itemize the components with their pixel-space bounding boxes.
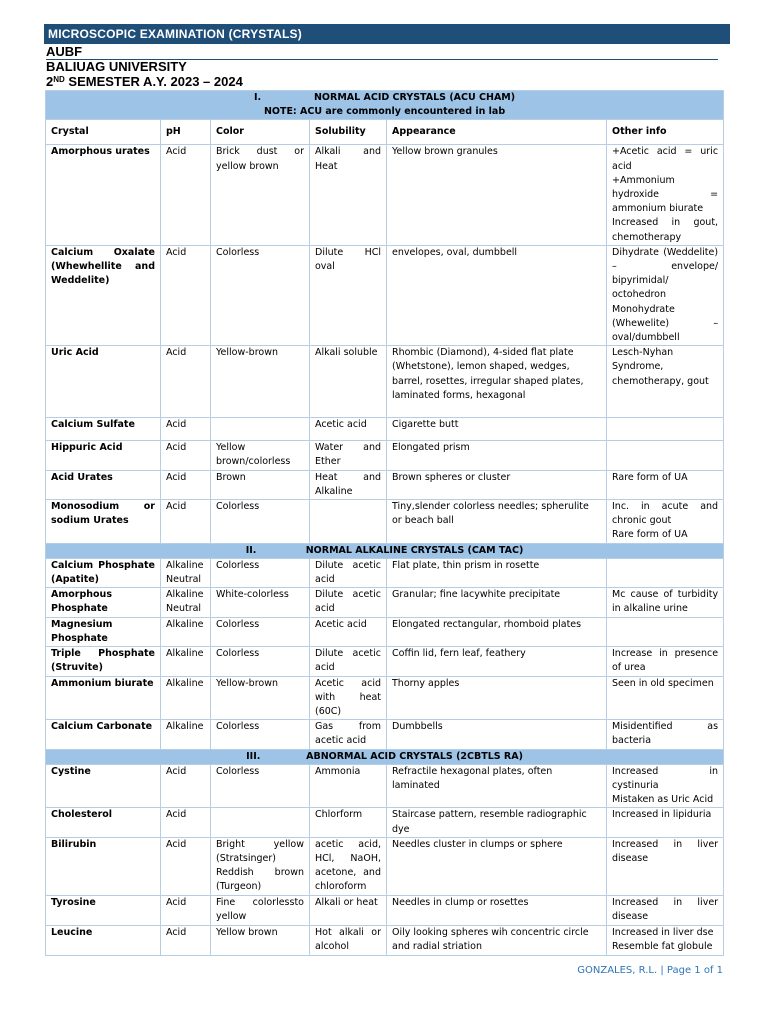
color-cell	[211, 808, 310, 837]
table-row	[46, 617, 724, 646]
color-cell: Brick dust or yellow brown	[211, 145, 310, 245]
other-info-cell: Increased in liver dse Resemble fat globule	[607, 925, 724, 955]
crystal-cell: Ammonium biurate	[46, 676, 161, 720]
table-row	[46, 676, 724, 720]
semester-number: 2	[46, 74, 54, 89]
crystal-cell: Bilirubin	[46, 837, 161, 895]
section-title: NORMAL ACID CRYSTALS (ACU CHAM)	[313, 92, 516, 103]
appearance-cell: envelopes, oval, dumbbell	[387, 245, 607, 345]
ph-cell: Alkaline Neutral	[161, 558, 211, 587]
appearance-cell: Tiny,slender colorless needles; spherulite or beach ball	[387, 500, 607, 544]
appearance-cell: Rhombic (Diamond), 4-sided flat plate (Whetstone), lemon shaped, wedges, barrel, rosettes, irregular shaped plates, laminated forms, hexagonal	[387, 346, 607, 418]
ph-cell: Acid	[161, 925, 211, 955]
solubility-cell: Acetic acid	[310, 418, 387, 441]
solubility-cell: Dilute acetic acid	[310, 588, 387, 617]
crystal-cell: Leucine	[46, 925, 161, 955]
color-cell: Colorless	[211, 617, 310, 646]
col-header-solubility: Solubility	[310, 120, 387, 145]
other-info-cell: Increase in presence of urea	[607, 647, 724, 676]
color-cell: Colorless	[211, 245, 310, 345]
section-number: III.	[246, 750, 261, 762]
ph-cell: Alkaline	[161, 647, 211, 676]
appearance-cell: Elongated prism	[387, 441, 607, 470]
ph-cell: Alkaline Neutral	[161, 588, 211, 617]
appearance-cell: Granular; fine lacywhite precipitate	[387, 588, 607, 617]
semester-suffix: ND	[53, 75, 65, 84]
crystal-cell: Cholesterol	[46, 808, 161, 837]
other-info-cell: Increased in liver disease	[607, 837, 724, 895]
section-title: ABNORMAL ACID CRYSTALS (2CBTLS RA)	[306, 750, 523, 762]
table-row	[46, 558, 724, 587]
other-info-cell	[607, 617, 724, 646]
color-cell: Colorless	[211, 764, 310, 808]
table-row	[46, 500, 724, 544]
table-row	[46, 837, 724, 895]
crystal-cell: Calcium Sulfate	[46, 418, 161, 441]
solubility-cell: Gas from acetic acid	[310, 720, 387, 749]
color-cell: Colorless	[211, 647, 310, 676]
table-row	[46, 418, 724, 441]
solubility-cell: Alkali soluble	[310, 346, 387, 418]
appearance-cell: Cigarette butt	[387, 418, 607, 441]
crystals-table-body	[46, 91, 724, 956]
crystal-cell: Triple Phosphate (Struvite)	[46, 647, 161, 676]
ph-cell: Alkaline	[161, 720, 211, 749]
color-cell: Yellow brown/colorless	[211, 441, 310, 470]
ph-cell: Acid	[161, 808, 211, 837]
crystal-cell: Acid Urates	[46, 470, 161, 499]
color-cell	[211, 418, 310, 441]
appearance-cell: Needles cluster in clumps or sphere	[387, 837, 607, 895]
crystal-cell: Amorphous Phosphate	[46, 588, 161, 617]
crystal-cell: Monosodium or sodium Urates	[46, 500, 161, 544]
section-header-cell	[46, 543, 724, 558]
section-header-abnormal-acid	[46, 749, 724, 764]
semester-text: SEMESTER A.Y. 2023 – 2024	[64, 74, 243, 89]
appearance-cell: Needles in clump or rosettes	[387, 895, 607, 925]
ph-cell: Acid	[161, 895, 211, 925]
other-info-cell: Mc cause of turbidity in alkaline urine	[607, 588, 724, 617]
crystal-cell: Calcium Carbonate	[46, 720, 161, 749]
col-header-appearance: Appearance	[387, 120, 607, 145]
section-header-cell	[46, 91, 724, 120]
document-title-bar: MICROSCOPIC EXAMINATION (CRYSTALS)	[44, 24, 730, 44]
course-code: AUBF	[46, 44, 83, 59]
page-footer: GONZALES, R.L. | Page 1 of 1	[577, 965, 723, 976]
color-cell: Fine colorlessto yellow	[211, 895, 310, 925]
solubility-cell: Water and Ether	[310, 441, 387, 470]
solubility-cell: Acetic acid with heat (60C)	[310, 676, 387, 720]
university-name: BALIUAG UNIVERSITY	[46, 59, 187, 74]
other-info-cell: Dihydrate (Weddelite) – envelope/ bipyrimidal/ octohedron Monohydrate (Whewelite) – oval/dumbbell	[607, 245, 724, 345]
section-title: NORMAL ALKALINE CRYSTALS (CAM TAC)	[305, 544, 524, 556]
appearance-cell: Thorny apples	[387, 676, 607, 720]
solubility-cell: Ammonia	[310, 764, 387, 808]
other-info-cell: Inc. in acute and chronic gout Rare form of UA	[607, 500, 724, 544]
solubility-cell: Heat and Alkaline	[310, 470, 387, 499]
section-header-normal-acid	[46, 91, 724, 120]
other-info-cell: +Acetic acid = uric acid +Ammonium hydroxide = ammonium biurate Increased in gout, chemotherapy	[607, 145, 724, 245]
ph-cell: Acid	[161, 500, 211, 544]
color-cell: Brown	[211, 470, 310, 499]
table-row	[46, 808, 724, 837]
table-row	[46, 245, 724, 345]
color-cell: Colorless	[211, 720, 310, 749]
other-info-cell	[607, 441, 724, 470]
color-cell: White-colorless	[211, 588, 310, 617]
crystals-table	[45, 90, 724, 956]
appearance-cell: Brown spheres or cluster	[387, 470, 607, 499]
other-info-cell: Increased in cystinuria Mistaken as Uric Acid	[607, 764, 724, 808]
appearance-cell: Refractile hexagonal plates, often laminated	[387, 764, 607, 808]
other-info-cell: Increased in liver disease	[607, 895, 724, 925]
section-header-cell	[46, 749, 724, 764]
crystal-cell: Hippuric Acid	[46, 441, 161, 470]
color-cell: Yellow-brown	[211, 676, 310, 720]
col-header-color: Color	[211, 120, 310, 145]
solubility-cell: Alkali and Heat	[310, 145, 387, 245]
color-cell: Colorless	[211, 500, 310, 544]
appearance-cell: Elongated rectangular, rhomboid plates	[387, 617, 607, 646]
color-cell: Yellow-brown	[211, 346, 310, 418]
solubility-cell: acetic acid, HCl, NaOH, acetone, and chloroform	[310, 837, 387, 895]
table-row	[46, 720, 724, 749]
color-cell: Colorless	[211, 558, 310, 587]
ph-cell: Alkaline	[161, 617, 211, 646]
color-cell: Yellow brown	[211, 925, 310, 955]
crystal-cell: Magnesium Phosphate	[46, 617, 161, 646]
table-row	[46, 895, 724, 925]
ph-cell: Acid	[161, 245, 211, 345]
other-info-cell	[607, 558, 724, 587]
solubility-cell: Dilute acetic acid	[310, 647, 387, 676]
appearance-cell: Coffin lid, fern leaf, feathery	[387, 647, 607, 676]
other-info-cell: Lesch-Nyhan Syndrome, chemotherapy, gout	[607, 346, 724, 418]
color-cell: Bright yellow (Stratsinger) Reddish brown (Turgeon)	[211, 837, 310, 895]
ph-cell: Acid	[161, 441, 211, 470]
ph-cell: Acid	[161, 470, 211, 499]
appearance-cell: Staircase pattern, resemble radiographic dye	[387, 808, 607, 837]
appearance-cell: Oily looking spheres wih concentric circle and radial striation	[387, 925, 607, 955]
section-number: I.	[253, 92, 262, 103]
table-row	[46, 647, 724, 676]
table-row	[46, 470, 724, 499]
ph-cell: Acid	[161, 837, 211, 895]
other-info-cell: Seen in old specimen	[607, 676, 724, 720]
table-row	[46, 346, 724, 418]
table-row	[46, 145, 724, 245]
col-header-other-info: Other info	[607, 120, 724, 145]
solubility-cell: Chlorform	[310, 808, 387, 837]
crystal-cell: Calcium Phosphate (Apatite)	[46, 558, 161, 587]
crystal-cell: Cystine	[46, 764, 161, 808]
crystal-cell: Uric Acid	[46, 346, 161, 418]
ph-cell: Acid	[161, 418, 211, 441]
section-number: II.	[245, 544, 257, 556]
ph-cell: Acid	[161, 145, 211, 245]
table-row	[46, 441, 724, 470]
solubility-cell: Alkali or heat	[310, 895, 387, 925]
ph-cell: Alkaline	[161, 676, 211, 720]
solubility-cell: Dilute acetic acid	[310, 558, 387, 587]
solubility-cell: Acetic acid	[310, 617, 387, 646]
crystal-cell: Tyrosine	[46, 895, 161, 925]
other-info-cell	[607, 418, 724, 441]
solubility-cell: Hot alkali or alcohol	[310, 925, 387, 955]
appearance-cell: Flat plate, thin prism in rosette	[387, 558, 607, 587]
table-row	[46, 764, 724, 808]
crystal-cell: Amorphous urates	[46, 145, 161, 245]
semester-line	[46, 75, 243, 89]
col-header-crystal: Crystal	[46, 120, 161, 145]
solubility-cell	[310, 500, 387, 544]
appearance-cell: Yellow brown granules	[387, 145, 607, 245]
section-header-normal-alkaline	[46, 543, 724, 558]
table-row	[46, 588, 724, 617]
ph-cell: Acid	[161, 764, 211, 808]
section-note: NOTE: ACU are commonly encountered in lab	[263, 106, 506, 118]
ph-cell: Acid	[161, 346, 211, 418]
column-header-row	[46, 120, 724, 145]
col-header-ph: pH	[161, 120, 211, 145]
other-info-cell: Increased in lipiduria	[607, 808, 724, 837]
other-info-cell: Misidentified as bacteria	[607, 720, 724, 749]
crystal-cell: Calcium Oxalate (Whewhellite and Weddelite)	[46, 245, 161, 345]
solubility-cell: Dilute HCl oval	[310, 245, 387, 345]
appearance-cell: Dumbbells	[387, 720, 607, 749]
other-info-cell: Rare form of UA	[607, 470, 724, 499]
table-row	[46, 925, 724, 955]
